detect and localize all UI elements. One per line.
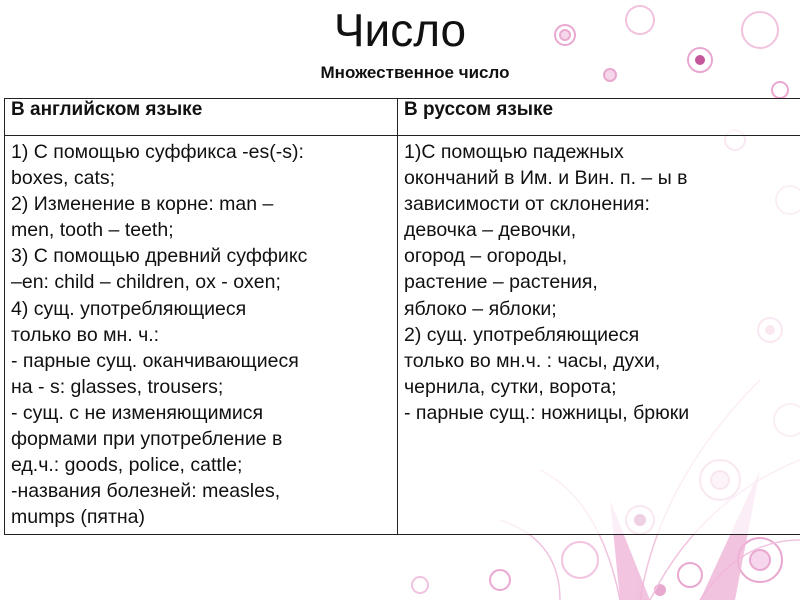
russian-line: чернила, сутки, ворота; xyxy=(404,375,617,398)
english-line: 4) сущ. употребляющиеся xyxy=(11,297,247,320)
table-row xyxy=(5,136,800,535)
russian-line: зависимости от склонения: xyxy=(404,193,650,216)
english-line: mumps (пятна) xyxy=(11,506,145,529)
header-russian: В руссом языке xyxy=(398,99,800,136)
page-subtitle: Множественное число xyxy=(320,63,510,82)
english-line: men, tooth – teeth; xyxy=(11,219,174,242)
russian-line: растение – растения, xyxy=(404,271,598,294)
russian-line: 1)С помощью падежных xyxy=(404,141,624,163)
russian-line: окончаний в Им. и Вин. п. – ы в xyxy=(404,167,688,190)
english-line: формами при употребление в xyxy=(11,428,283,451)
english-line: 2) Изменение в корне: man – xyxy=(11,193,274,216)
russian-line: девочка – девочки, xyxy=(404,219,577,242)
english-line: - парные сущ. оканчивающиеся xyxy=(11,349,299,372)
english-line: –en: child – children, ox - oxen; xyxy=(11,271,281,294)
english-line: ед.ч.: goods, police, cattle; xyxy=(11,454,243,477)
russian-line: яблоко – яблоки; xyxy=(404,297,557,320)
page-title: Число xyxy=(333,4,467,56)
header-english: В английском языке xyxy=(5,99,398,136)
cell-russian xyxy=(398,136,800,535)
russian-line: 2) сущ. употребляющиеся xyxy=(404,323,640,346)
english-line: только во мн. ч.: xyxy=(11,323,160,346)
english-line: 1) С помощью суффикса -es(-s): xyxy=(11,141,304,163)
comparison-table xyxy=(4,98,800,535)
english-line: на - s: glasses, trousers; xyxy=(11,375,224,398)
english-line: boxes, cats; xyxy=(11,167,116,190)
comparison-table-container xyxy=(4,98,782,535)
russian-line: огород – огороды, xyxy=(404,245,568,268)
russian-line: только во мн.ч. : часы, духи, xyxy=(404,349,661,372)
english-line: -названия болезней: measles, xyxy=(11,480,281,503)
english-line: - сущ. с не изменяющимися xyxy=(11,401,264,424)
cell-english xyxy=(5,136,398,535)
table-header-row xyxy=(5,99,800,136)
russian-line: - парные сущ.: ножницы, брюки xyxy=(404,401,690,424)
english-line: 3) С помощью древний суффикс xyxy=(11,245,308,268)
